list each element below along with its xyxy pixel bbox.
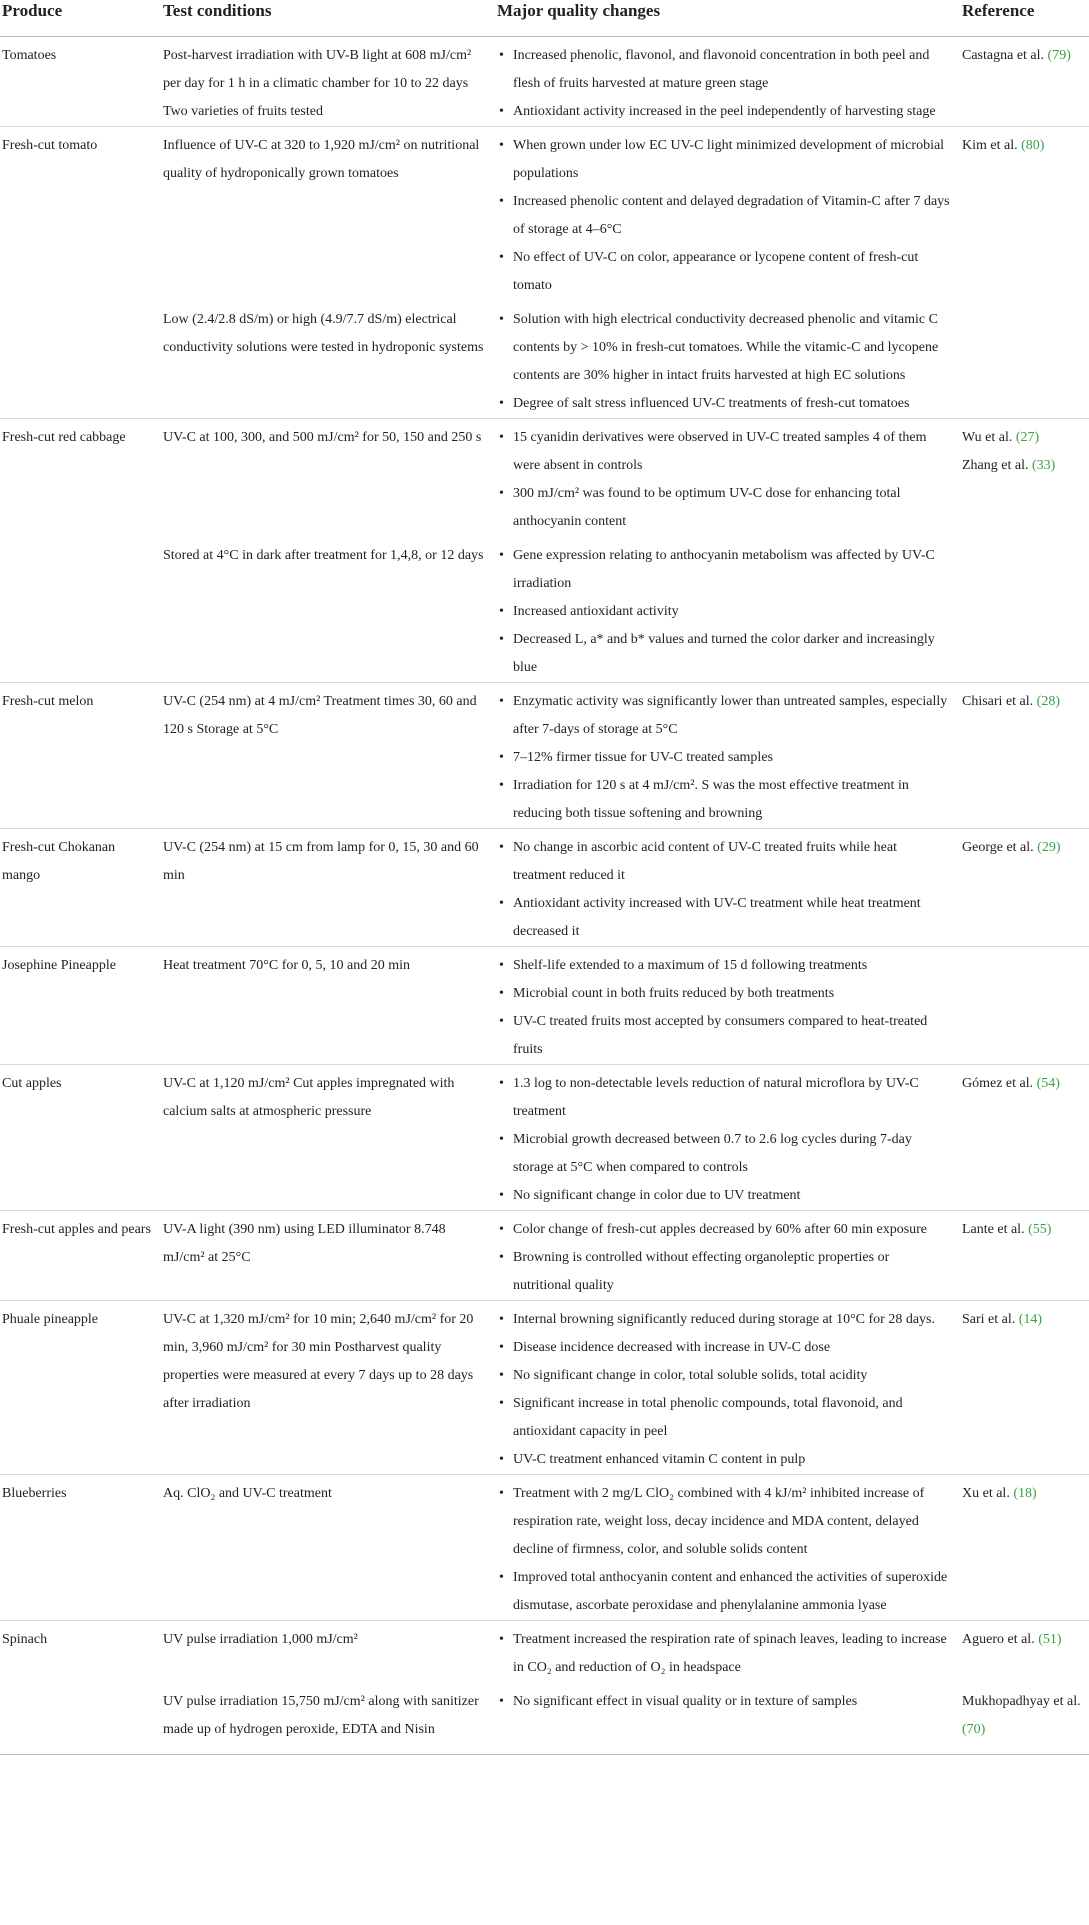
produce-cell: Josephine Pineapple (0, 947, 157, 1065)
change-item: • Solution with high electrical conductivity decreased phenolic and vitamic C contents by > 10% in fresh-cut tomatoes. While the vitamic-C and lycopene contents are 30% higher in intact fruits harvested at high EC solutions (497, 306, 950, 390)
changes-list (497, 1216, 950, 1300)
reference-author: Aguero et al. (962, 1632, 1039, 1647)
changes-list (497, 834, 950, 946)
table-row (0, 1211, 1089, 1301)
change-item: • No significant change in color due to UV treatment (497, 1182, 950, 1210)
changes-list (497, 952, 950, 1064)
conditions-cell: UV-A light (390 nm) using LED illuminator 8.748 mJ/cm² at 25°C (157, 1211, 491, 1301)
produce-cell (0, 1682, 157, 1755)
reference-link[interactable]: (28) (1036, 694, 1060, 709)
produce-cell: Cut apples (0, 1065, 157, 1211)
table-row (0, 300, 1089, 419)
reference-author: Lante et al. (962, 1222, 1029, 1237)
table-row (0, 1475, 1089, 1621)
changes-list (497, 42, 950, 126)
table-row (0, 536, 1089, 683)
table-row (0, 1065, 1089, 1211)
change-item: • Improved total anthocyanin content and enhanced the activities of superoxide dismutase, ascorbate peroxidase and phenylalanine ammonia lyase (497, 1564, 950, 1620)
reference-link[interactable]: (51) (1038, 1632, 1062, 1647)
changes-list (497, 1306, 950, 1474)
table-row (0, 947, 1089, 1065)
change-item: • Treatment with 2 mg/L ClO₂ combined with 4 kJ/m² inhibited increase of respiration rate, weight loss, decay incidence and MDA content, delayed decline of firmness, color, and soluble solids content (497, 1480, 950, 1564)
change-item: • Treatment increased the respiration rate of spinach leaves, leading to increase in CO₂ and reduction of O₂ in headspace (497, 1626, 950, 1682)
reference-author: Zhang et al. (962, 458, 1032, 473)
reference-cell (956, 127, 1089, 301)
reference-cell (956, 1682, 1089, 1755)
changes-list (497, 1480, 950, 1620)
reference-author: Castagna et al. (962, 48, 1048, 63)
changes-cell (491, 536, 956, 683)
produce-cell: Fresh-cut Chokanan mango (0, 829, 157, 947)
reference-author: Wu et al. (962, 430, 1016, 445)
produce-cell: Fresh-cut melon (0, 683, 157, 829)
reference-entry (962, 424, 1083, 452)
reference-cell (956, 829, 1089, 947)
produce-cell: Blueberries (0, 1475, 157, 1621)
produce-cell: Fresh-cut tomato (0, 127, 157, 301)
change-item: • Gene expression relating to anthocyanin metabolism was affected by UV-C irradiation (497, 542, 950, 598)
change-item: • Increased antioxidant activity (497, 598, 950, 626)
table-row (0, 127, 1089, 301)
reference-entry (962, 132, 1083, 160)
change-item: • Irradiation for 120 s at 4 mJ/cm². S was the most effective treatment in reducing both tissue softening and browning (497, 772, 950, 828)
reference-entry (962, 1070, 1083, 1098)
reference-link[interactable]: (54) (1036, 1076, 1060, 1091)
reference-author: Mukhopadhyay et al. (962, 1694, 1081, 1709)
conditions-cell: UV-C at 1,320 mJ/cm² for 10 min; 2,640 mJ/cm² for 20 min, 3,960 mJ/cm² for 30 min Postharvest quality properties were measured at every 7 days up to 28 days after irradiation (157, 1301, 491, 1475)
change-item: • Increased phenolic, flavonol, and flavonoid concentration in both peel and flesh of fruits harvested at mature green stage (497, 42, 950, 98)
reference-cell (956, 419, 1089, 537)
change-item: • Color change of fresh-cut apples decreased by 60% after 60 min exposure (497, 1216, 950, 1244)
reference-author: Kim et al. (962, 138, 1022, 153)
changes-list (497, 424, 950, 536)
reference-link[interactable]: (70) (962, 1722, 986, 1737)
conditions-cell: UV-C (254 nm) at 15 cm from lamp for 0, 15, 30 and 60 min (157, 829, 491, 947)
change-item: • Shelf-life extended to a maximum of 15 d following treatments (497, 952, 950, 980)
change-item: • Degree of salt stress influenced UV-C treatments of fresh-cut tomatoes (497, 390, 950, 418)
reference-cell (956, 37, 1089, 127)
reference-author: George et al. (962, 840, 1038, 855)
reference-entry (962, 834, 1083, 862)
table-row (0, 419, 1089, 537)
reference-link[interactable]: (79) (1047, 48, 1071, 63)
reference-entry (962, 688, 1083, 716)
produce-cell: Fresh-cut red cabbage (0, 419, 157, 537)
changes-list (497, 306, 950, 418)
produce-cell: Tomatoes (2, 48, 57, 63)
change-item: • When grown under low EC UV-C light minimized development of microbial populations (497, 132, 950, 188)
change-item: • Microbial count in both fruits reduced by both treatments (497, 980, 950, 1008)
change-item: • No effect of UV-C on color, appearance or lycopene content of fresh-cut tomato (497, 244, 950, 300)
changes-list (497, 132, 950, 300)
changes-cell (491, 829, 956, 947)
reference-entry (962, 1216, 1083, 1244)
changes-cell (491, 127, 956, 301)
reference-entry (962, 1306, 1083, 1334)
changes-list (497, 688, 950, 828)
produce-cell: Spinach (0, 1621, 157, 1683)
change-item: • 300 mJ/cm² was found to be optimum UV-C dose for enhancing total anthocyanin content (497, 480, 950, 536)
conditions-cell: Influence of UV-C at 320 to 1,920 mJ/cm² on nutritional quality of hydroponically grown tomatoes (157, 127, 491, 301)
change-item: • No change in ascorbic acid content of UV-C treated fruits while heat treatment reduced it (497, 834, 950, 890)
conditions-cell: UV pulse irradiation 1,000 mJ/cm² (157, 1621, 491, 1683)
reference-cell (956, 536, 1089, 683)
conditions-cell: UV pulse irradiation 15,750 mJ/cm² along with sanitizer made up of hydrogen peroxide, EDTA and Nisin (157, 1682, 491, 1755)
changes-cell (491, 1475, 956, 1621)
header-row (0, 0, 1089, 37)
table-row (0, 829, 1089, 947)
reference-link[interactable]: (33) (1031, 458, 1056, 473)
changes-list (497, 1626, 950, 1682)
changes-cell (491, 300, 956, 419)
change-item: • Disease incidence decreased with increase in UV-C dose (497, 1334, 950, 1362)
header-quality-changes: Major quality changes (491, 0, 956, 37)
header-test-conditions: Test conditions (157, 0, 491, 37)
conditions-cell: UV-C at 1,120 mJ/cm² Cut apples impregnated with calcium salts at atmospheric pressure (157, 1065, 491, 1211)
changes-cell (491, 419, 956, 537)
reference-link[interactable]: (27) (1015, 430, 1040, 445)
change-item: • Enzymatic activity was significantly lower than untreated samples, especially after 7-days of storage at 5°C (497, 688, 950, 744)
change-item: • No significant effect in visual quality or in texture of samples (497, 1688, 950, 1716)
change-item: • 7–12% firmer tissue for UV-C treated samples (497, 744, 950, 772)
conditions-cell: Low (2.4/2.8 dS/m) or high (4.9/7.7 dS/m) electrical conductivity solutions were tested in hydroponic systems (163, 312, 484, 355)
change-item: • Antioxidant activity increased in the peel independently of harvesting stage (497, 98, 950, 126)
conditions-cell: Heat treatment 70°C for 0, 5, 10 and 20 min (157, 947, 491, 1065)
change-item: • Antioxidant activity increased with UV-C treatment while heat treatment decreased it (497, 890, 950, 946)
reference-cell (956, 1301, 1089, 1475)
conditions-cell: UV-C at 100, 300, and 500 mJ/cm² for 50, 150 and 250 s (157, 419, 491, 537)
change-item: • Increased phenolic content and delayed degradation of Vitamin-C after 7 days of storage at 4–6°C (497, 188, 950, 244)
changes-cell (491, 1301, 956, 1475)
change-item: • 15 cyanidin derivatives were observed in UV-C treated samples 4 of them were absent in controls (497, 424, 950, 480)
produce-cell (0, 536, 157, 683)
reference-cell (956, 1475, 1089, 1621)
reference-entry (962, 1688, 1083, 1744)
conditions-cell: Stored at 4°C in dark after treatment for 1,4,8, or 12 days (163, 548, 484, 563)
reference-link[interactable]: (80) (1021, 138, 1045, 153)
table-row (0, 1301, 1089, 1475)
change-item: • No significant change in color, total soluble solids, total acidity (497, 1362, 950, 1390)
reference-author: Sari et al. (962, 1312, 1019, 1327)
reference-entry (962, 452, 1083, 480)
reference-author: Xu et al. (962, 1486, 1014, 1501)
reference-cell (956, 1621, 1089, 1683)
conditions-cell: Post-harvest irradiation with UV-B light at 608 mJ/cm² per day for 1 h in a climatic chamber for 10 to 22 days Two varieties of fruits tested (163, 48, 472, 119)
change-item: • Microbial growth decreased between 0.7 to 2.6 log cycles during 7-day storage at 5°C when compared to controls (497, 1126, 950, 1182)
reference-link[interactable]: (55) (1028, 1222, 1052, 1237)
change-item: • Browning is controlled without effecting organoleptic properties or nutritional quality (497, 1244, 950, 1300)
changes-cell (491, 683, 956, 829)
header-reference: Reference (956, 0, 1089, 37)
change-item: • Decreased L, a* and b* values and turned the color darker and increasingly blue (497, 626, 950, 682)
changes-list (497, 1688, 950, 1716)
produce-cell (0, 300, 157, 419)
changes-list (497, 542, 950, 682)
conditions-cell: Aq. ClO₂ and UV-C treatment (157, 1475, 491, 1621)
change-item: • Significant increase in total phenolic compounds, total flavonoid, and antioxidant capacity in peel (497, 1390, 950, 1446)
reference-cell (956, 300, 1089, 419)
changes-cell (491, 947, 956, 1065)
produce-cell: Fresh-cut apples and pears (0, 1211, 157, 1301)
changes-cell (491, 37, 956, 127)
reference-link[interactable]: (29) (1037, 840, 1061, 855)
table-row (0, 1621, 1089, 1683)
reference-cell (956, 1065, 1089, 1211)
reference-link[interactable]: (14) (1018, 1312, 1043, 1327)
reference-cell (956, 947, 1089, 1065)
changes-cell (491, 1621, 956, 1683)
reference-entry (962, 42, 1083, 70)
conditions-cell: UV-C (254 nm) at 4 mJ/cm² Treatment times 30, 60 and 120 s Storage at 5°C (157, 683, 491, 829)
table-row (0, 1682, 1089, 1755)
changes-cell (491, 1682, 956, 1755)
changes-cell (491, 1065, 956, 1211)
change-item: • 1.3 log to non-detectable levels reduction of natural microflora by UV-C treatment (497, 1070, 950, 1126)
change-item: • Internal browning significantly reduced during storage at 10°C for 28 days. (497, 1306, 950, 1334)
reference-entry (962, 1626, 1083, 1654)
reference-entry (962, 1480, 1083, 1508)
produce-cell: Phuale pineapple (0, 1301, 157, 1475)
table-body (0, 37, 1089, 1755)
reference-cell (956, 683, 1089, 829)
reference-author: Chisari et al. (962, 694, 1037, 709)
header-produce: Produce (0, 0, 157, 37)
change-item: • UV-C treated fruits most accepted by consumers compared to heat-treated fruits (497, 1008, 950, 1064)
reference-cell (956, 1211, 1089, 1301)
reference-author: Gómez et al. (962, 1076, 1037, 1091)
table-row (0, 683, 1089, 829)
table-row (0, 37, 1089, 127)
reference-link[interactable]: (18) (1013, 1486, 1037, 1501)
change-item: • UV-C treatment enhanced vitamin C content in pulp (497, 1446, 950, 1474)
changes-list (497, 1070, 950, 1210)
changes-cell (491, 1211, 956, 1301)
